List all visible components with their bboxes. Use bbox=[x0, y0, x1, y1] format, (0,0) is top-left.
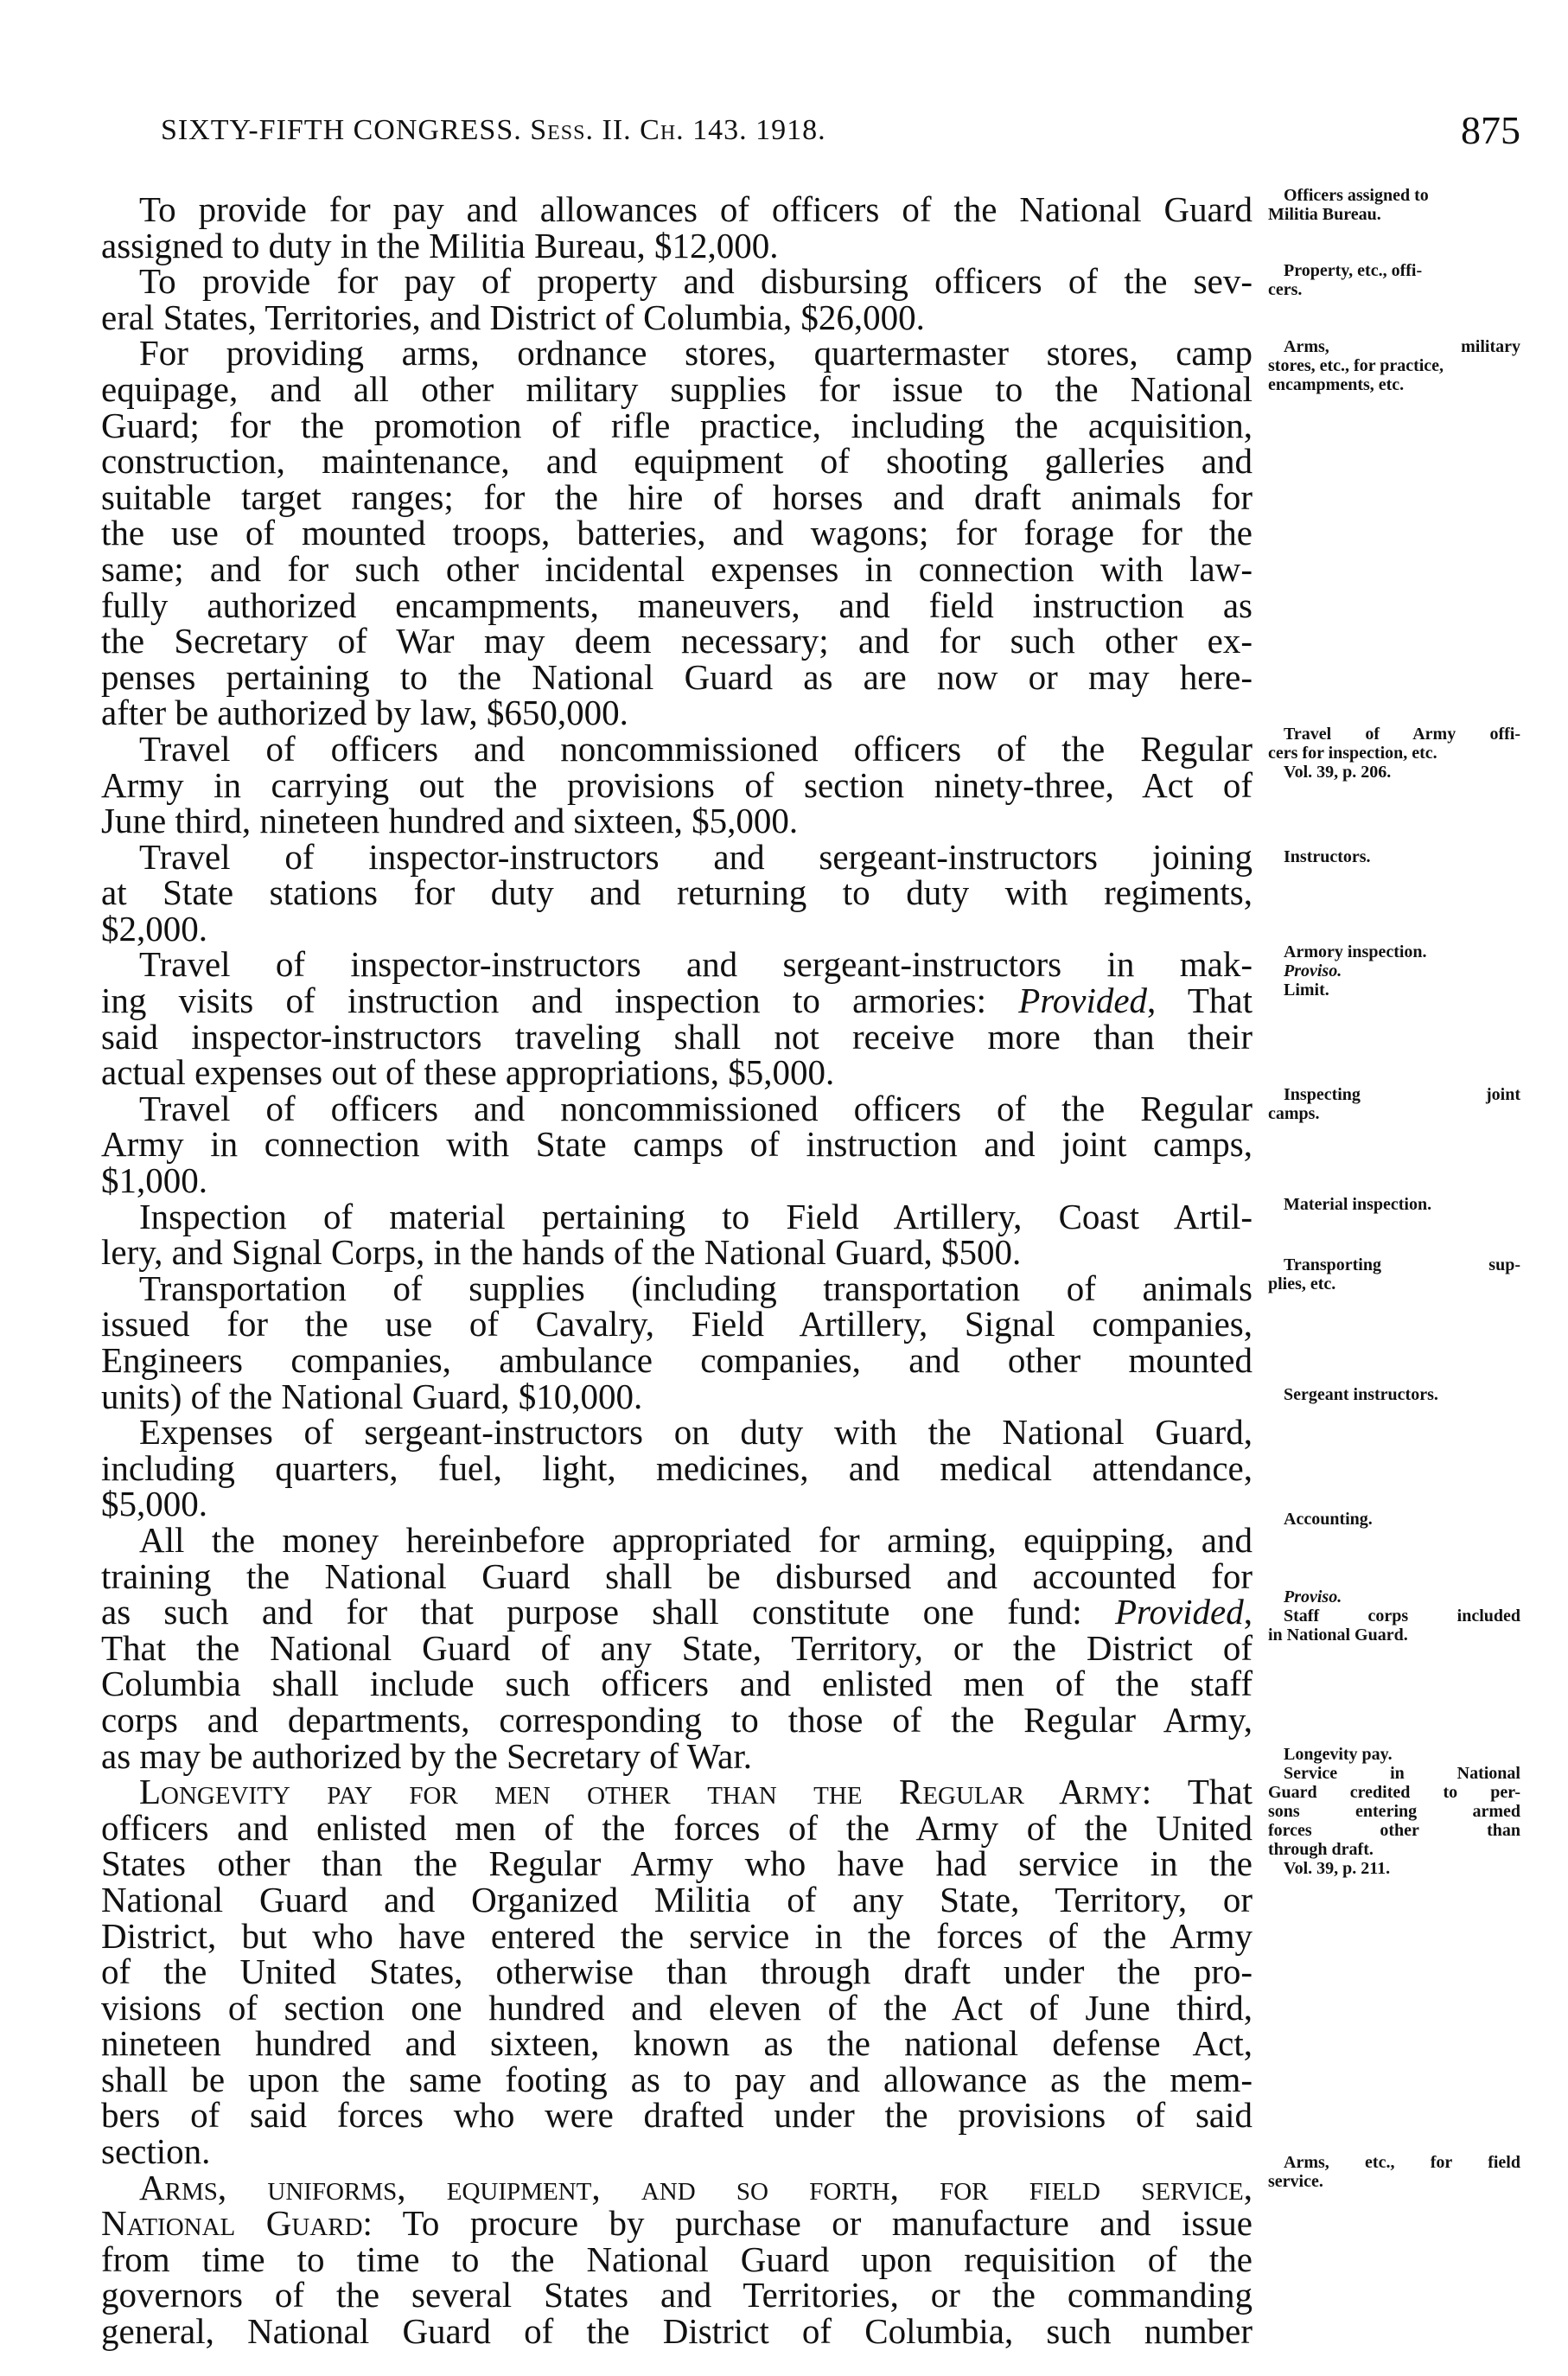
running-header bbox=[161, 114, 826, 147]
text-segment: including quarters, fuel, light, medicines, and medical attendance, bbox=[101, 1447, 1252, 1488]
text-segment: after be authorized by law, $650,000. bbox=[101, 693, 628, 733]
text-line bbox=[101, 1160, 1252, 1201]
text-line bbox=[101, 335, 1252, 372]
text-segment: at State stations for duty and returning to duty with regiments, bbox=[101, 872, 1252, 913]
text-line bbox=[101, 1519, 1252, 1560]
margin-note-line: through draft. bbox=[1268, 1840, 1374, 1859]
text-line bbox=[101, 872, 1252, 913]
text-line bbox=[101, 2167, 1252, 2207]
text-segment: as may be authorized by the Secretary of War. bbox=[101, 1735, 753, 1776]
text-segment: Engineers companies, ambulance companies, and other mounted bbox=[101, 1340, 1252, 1380]
text-segment: For providing arms, ordnance stores, quartermaster stores, camp bbox=[139, 333, 1252, 374]
text-segment: District, but who have entered the service in the forces of the Army bbox=[101, 1915, 1252, 1956]
text-line bbox=[101, 2311, 1252, 2352]
text-line bbox=[101, 728, 1252, 769]
text-segment: units) of the National Guard, $10,000. bbox=[101, 1376, 643, 1416]
margin-note-line: plies, etc. bbox=[1268, 1274, 1336, 1293]
margin-note-arms-field-service bbox=[1268, 2153, 1520, 2191]
margin-note-line: Service in National bbox=[1284, 1764, 1520, 1783]
text-segment: June third, nineteen hundred and sixteen, $5,000. bbox=[101, 801, 799, 841]
page-number: 875 bbox=[1461, 108, 1520, 152]
text-segment: officers and enlisted men of the forces of the Army of the United bbox=[101, 1807, 1252, 1848]
text-line bbox=[101, 297, 1252, 337]
text-line bbox=[101, 944, 1252, 985]
text-segment: Travel of inspector-instructors and sergeant-instructors joining bbox=[139, 836, 1252, 877]
margin-note-line: Material inspection. bbox=[1284, 1195, 1432, 1214]
margin-note-line: Militia Bureau. bbox=[1268, 205, 1381, 224]
text-line bbox=[101, 1232, 1252, 1273]
margin-note-line: Arms, etc., for field bbox=[1284, 2153, 1520, 2172]
text-line bbox=[101, 1486, 1252, 1523]
text-line bbox=[101, 1915, 1252, 1956]
text-line bbox=[101, 1807, 1252, 1848]
margin-note-line: Transporting sup- bbox=[1284, 1255, 1520, 1274]
text-segment: as such and for that purpose shall constitute one fund: bbox=[101, 1592, 1115, 1632]
margin-note-line: Property, etc., offi- bbox=[1284, 261, 1423, 280]
text-line bbox=[101, 1196, 1252, 1236]
text-segment: Travel of officers and noncommissioned officers of the Regular bbox=[139, 1088, 1252, 1128]
text-segment: said inspector-instructors traveling shall not receive more than their bbox=[101, 1016, 1252, 1057]
text-line bbox=[101, 1627, 1252, 1668]
text-segment: To provide for pay and allowances of officers of the National Guard bbox=[139, 189, 1252, 229]
text-line bbox=[101, 1951, 1252, 1992]
text-segment: visions of section one hundred and eleven of the Act of June third, bbox=[101, 1987, 1252, 2028]
text-segment: $5,000. bbox=[101, 1484, 207, 1524]
text-line bbox=[101, 476, 1252, 517]
margin-note-line: Vol. 39, p. 206. bbox=[1284, 763, 1392, 782]
text-segment: Inspection of material pertaining to Field Artillery, Coast Artil- bbox=[139, 1196, 1252, 1236]
text-segment: equipage, and all other military supplies for issue to the National bbox=[101, 368, 1252, 409]
margin-note-line: Proviso. bbox=[1284, 961, 1342, 980]
margin-note-line: Officers assigned to bbox=[1284, 186, 1429, 205]
text-segment: That the National Guard of any State, Territory, or the District of bbox=[101, 1627, 1252, 1668]
margin-note-line: service. bbox=[1268, 2172, 1323, 2191]
text-line bbox=[101, 1594, 1252, 1631]
margin-note-line: cers. bbox=[1268, 280, 1303, 299]
text-segment: , That bbox=[1147, 980, 1252, 1021]
text-segment: actual expenses out of these appropriations, $5,000. bbox=[101, 1052, 835, 1093]
margin-note-sergeant-instructors bbox=[1268, 1385, 1520, 1404]
text-segment: same; and for such other incidental expenses in connection with law- bbox=[101, 548, 1252, 589]
margin-note-inspecting-joint-camps bbox=[1268, 1085, 1520, 1123]
text-segment: general, National Guard of the District of Columbia, such number bbox=[101, 2311, 1252, 2352]
text-segment: assigned to duty in the Militia Bureau, $12,000. bbox=[101, 225, 779, 265]
text-segment: the use of mounted troops, batteries, and wagons; for forage for the bbox=[101, 513, 1252, 553]
text-line bbox=[101, 1306, 1252, 1343]
text-segment: Expenses of sergeant-instructors on duty with the National Guard, bbox=[139, 1412, 1252, 1453]
italic-text: Provided bbox=[1018, 980, 1148, 1021]
margin-note-transporting-supplies bbox=[1268, 1255, 1520, 1293]
text-line bbox=[101, 189, 1252, 229]
text-segment: States other than the Regular Army who have had service in the bbox=[101, 1843, 1252, 1884]
text-line bbox=[101, 1412, 1252, 1453]
text-segment: All the money hereinbefore appropriated for arming, equipping, and bbox=[139, 1519, 1252, 1560]
text-line bbox=[101, 1555, 1252, 1596]
margin-note-line: Armory inspection. bbox=[1284, 942, 1427, 961]
text-line bbox=[101, 515, 1252, 552]
text-line bbox=[101, 980, 1252, 1021]
text-line bbox=[101, 1879, 1252, 1919]
small-caps-heading: Longevity pay for men other than the Regular Army bbox=[139, 1772, 1142, 1812]
text-segment: fully authorized encampments, maneuvers, and field instruction as bbox=[101, 584, 1252, 625]
text-line bbox=[101, 1340, 1252, 1380]
text-line bbox=[101, 2239, 1252, 2279]
text-line bbox=[101, 2023, 1252, 2064]
text-segment: To provide for pay of property and disbursing officers of the sev- bbox=[139, 261, 1252, 302]
text-line bbox=[101, 2095, 1252, 2136]
header-session: Sess. II. bbox=[530, 114, 632, 146]
text-segment: of the United States, otherwise than through draft under the pro- bbox=[101, 1951, 1252, 1992]
text-line bbox=[101, 2131, 1252, 2172]
text-line bbox=[101, 623, 1252, 660]
text-segment: ing visits of instruction and inspection to armories: bbox=[101, 980, 1019, 1021]
text-line bbox=[101, 1447, 1252, 1488]
margin-note-line: Longevity pay. bbox=[1284, 1745, 1393, 1764]
text-segment: $2,000. bbox=[101, 908, 207, 948]
margin-note-line: Accounting. bbox=[1284, 1510, 1373, 1529]
text-segment: lery, and Signal Corps, in the hands of the National Guard, $500. bbox=[101, 1232, 1022, 1273]
margin-note-line: Proviso. bbox=[1284, 1587, 1342, 1606]
margin-note-line: Instructors. bbox=[1284, 847, 1371, 866]
margin-note-line: Inspecting joint bbox=[1284, 1085, 1520, 1104]
text-line bbox=[101, 1016, 1252, 1057]
margin-note-accounting bbox=[1268, 1510, 1520, 1529]
margin-note-line: in National Guard. bbox=[1268, 1626, 1408, 1645]
margin-note-staff-corps bbox=[1268, 1587, 1520, 1645]
margin-note-line: Staff corps included bbox=[1284, 1606, 1520, 1626]
margin-note-line: Arms, military bbox=[1284, 337, 1520, 356]
text-segment: shall be upon the same footing as to pay and allowance as the mem- bbox=[101, 2059, 1252, 2099]
text-line bbox=[101, 1987, 1252, 2028]
text-segment: governors of the several States and Territories, or the commanding bbox=[101, 2275, 1252, 2315]
text-segment: eral States, Territories, and District of Columbia, $26,000. bbox=[101, 297, 925, 337]
text-segment: $1,000. bbox=[101, 1160, 207, 1201]
text-segment: the Secretary of War may deem necessary; and for such other ex- bbox=[101, 621, 1252, 661]
text-segment: Army in carrying out the provisions of section ninety-three, Act of bbox=[101, 764, 1252, 805]
text-line bbox=[101, 908, 1252, 948]
text-segment: Army in connection with State camps of instruction and joint camps, bbox=[101, 1124, 1252, 1165]
margin-note-line: Travel of Army offi- bbox=[1284, 725, 1520, 744]
text-line bbox=[101, 1735, 1252, 1776]
text-line bbox=[101, 1268, 1252, 1308]
text-line bbox=[101, 1088, 1252, 1128]
text-segment: corps and departments, corresponding to those of the Regular Army, bbox=[101, 1699, 1252, 1740]
text-line bbox=[101, 2277, 1252, 2314]
margin-note-line: Guard credited to per- bbox=[1268, 1783, 1520, 1802]
text-line bbox=[101, 1052, 1252, 1093]
text-line bbox=[101, 803, 1252, 840]
text-line bbox=[101, 441, 1252, 482]
text-segment: from time to time to the National Guard upon requisition of the bbox=[101, 2239, 1252, 2279]
italic-text: Provided bbox=[1114, 1592, 1244, 1632]
text-segment: : To procure by purchase or manufacture and issue bbox=[362, 2203, 1252, 2244]
header-congress: SIXTY-FIFTH CONGRESS. bbox=[161, 114, 522, 146]
margin-note-officers-assigned bbox=[1268, 186, 1520, 224]
margin-note-line: encampments, etc. bbox=[1268, 375, 1405, 394]
text-line bbox=[101, 836, 1252, 877]
header-chapter: Ch. 143. bbox=[640, 114, 748, 146]
text-line bbox=[101, 1699, 1252, 1740]
text-segment: Guard; for the promotion of rifle practice, including the acquisition, bbox=[101, 405, 1252, 445]
margin-note-line: Vol. 39, p. 211. bbox=[1284, 1859, 1391, 1878]
text-segment: bers of said forces who were drafted under the provisions of said bbox=[101, 2095, 1252, 2136]
text-line bbox=[101, 764, 1252, 805]
text-line bbox=[101, 1124, 1252, 1165]
margin-note-line: forces other than bbox=[1268, 1821, 1520, 1840]
text-line bbox=[101, 368, 1252, 409]
text-segment: Columbia shall include such officers and enlisted men of the staff bbox=[101, 1664, 1252, 1704]
margin-note-instructors bbox=[1268, 847, 1520, 866]
text-line bbox=[101, 548, 1252, 589]
margin-note-armory-inspection bbox=[1268, 942, 1520, 1000]
margin-note-line: Limit. bbox=[1284, 980, 1329, 1000]
text-line bbox=[101, 405, 1252, 445]
text-segment: Transportation of supplies (including transportation of animals bbox=[139, 1268, 1252, 1308]
text-line bbox=[101, 1774, 1252, 1811]
text-segment: section. bbox=[101, 2131, 211, 2172]
text-line bbox=[101, 656, 1252, 697]
margin-note-travel-army-officers bbox=[1268, 725, 1520, 782]
margin-note-line: sons entering armed bbox=[1268, 1802, 1520, 1821]
text-segment: nineteen hundred and sixteen, known as the national defense Act, bbox=[101, 2023, 1252, 2064]
text-line bbox=[101, 2059, 1252, 2099]
text-line bbox=[101, 261, 1252, 302]
text-segment: issued for the use of Cavalry, Field Artillery, Signal companies, bbox=[101, 1304, 1252, 1344]
text-line bbox=[101, 584, 1252, 625]
margin-note-line: cers for inspection, etc. bbox=[1268, 744, 1437, 763]
margin-note-line: camps. bbox=[1268, 1104, 1320, 1123]
text-line bbox=[101, 1843, 1252, 1884]
text-segment: training the National Guard shall be disbursed and accounted for bbox=[101, 1555, 1252, 1596]
text-line bbox=[101, 2203, 1252, 2244]
margin-note-longevity-pay bbox=[1268, 1745, 1520, 1878]
header-year: 1918. bbox=[755, 114, 826, 146]
margin-note-property-officers bbox=[1268, 261, 1520, 299]
text-segment: , bbox=[1243, 1592, 1252, 1632]
text-segment: Travel of officers and noncommissioned officers of the Regular bbox=[139, 728, 1252, 769]
text-segment: Travel of inspector-instructors and sergeant-instructors in mak- bbox=[139, 944, 1252, 985]
text-line bbox=[101, 1666, 1252, 1702]
margin-note-line: Sergeant instructors. bbox=[1284, 1385, 1438, 1404]
text-segment: construction, maintenance, and equipment of shooting galleries and bbox=[101, 441, 1252, 482]
margin-note-arms-military-stores bbox=[1268, 337, 1520, 394]
body-text bbox=[101, 189, 1252, 2352]
margin-note-line: stores, etc., for practice, bbox=[1268, 356, 1444, 375]
text-segment: National Guard and Organized Militia of any State, Territory, or bbox=[101, 1879, 1252, 1919]
small-caps-heading: Arms, uniforms, equipment, and so forth, for field service, bbox=[139, 2167, 1252, 2207]
text-segment: : That bbox=[1141, 1772, 1252, 1812]
text-segment: suitable target ranges; for the hire of horses and draft animals for bbox=[101, 476, 1252, 517]
text-line bbox=[101, 695, 1252, 731]
text-segment: penses pertaining to the National Guard as are now or may here- bbox=[101, 656, 1252, 697]
small-caps-heading: National Guard bbox=[101, 2203, 363, 2244]
text-line bbox=[101, 225, 1252, 265]
margin-note-material-inspection bbox=[1268, 1195, 1520, 1214]
text-line bbox=[101, 1376, 1252, 1416]
